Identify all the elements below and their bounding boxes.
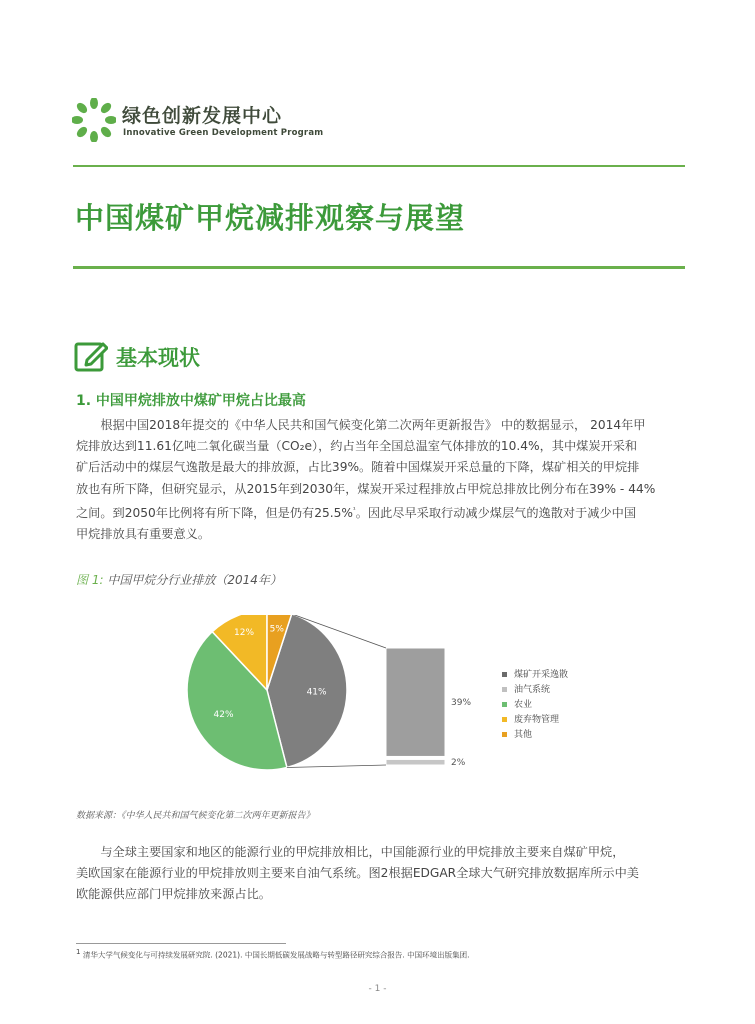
footnote-rule [76, 943, 286, 944]
breakdown-bar-label: 39% [451, 698, 472, 709]
pie-slice-label: 42% [213, 709, 234, 720]
org-name-cn: 绿色创新发展中心 [122, 105, 283, 127]
legend-swatch [502, 717, 507, 722]
paragraph-line: 与全球主要国家和地区的能源行业的甲烷排放相比，中国能源行业的甲烷排放主要来自煤矿甲烷， [100, 845, 625, 859]
footnote-marker: 1 [76, 948, 81, 956]
paragraph-2 [76, 842, 688, 906]
legend-label: 其他 [514, 730, 533, 740]
legend-swatch [502, 672, 507, 677]
breakdown-bar-segment-1 [386, 759, 445, 765]
legend-label: 煤矿开采逸散 [514, 670, 569, 680]
legend-label: 废弃物管理 [514, 715, 560, 725]
pie-slice-label: 12% [234, 627, 255, 638]
data-source: 数据来源：《中华人民共和国气候变化第二次两年更新报告》 [76, 811, 315, 821]
pie-slice-label: 5% [269, 624, 284, 635]
subsection-title: 1. 中国甲烷排放中煤矿甲烷占比最高 [76, 393, 306, 409]
paragraph-line: 矿后活动中的煤层气逸散是最大的排放源，占比39%。随着中国煤炭开采总量的下降，煤矿相关的甲烷排 [76, 460, 640, 475]
paragraph-line: 之间。到2050年比例将有所下降，但是仍有25.5%$^{^1}$。因此尽早采取行动减少煤层气的逸散对于减少中国 [76, 505, 637, 520]
legend-label: 农业 [514, 700, 533, 710]
methane-pie-chart [160, 615, 620, 800]
legend-swatch [502, 732, 507, 737]
figure-caption [76, 571, 282, 588]
page-number: - 1 - [368, 984, 387, 994]
org-name-en: Innovative Green Development Program [123, 128, 324, 138]
breakdown-bar-label: 2% [451, 758, 466, 769]
paragraph-line: 放也有所下降，但研究显示，从2015年到2030年，煤炭开采过程排放占甲烷总排放比例分布在39% - 44% [76, 481, 656, 496]
edit-note-icon [74, 339, 108, 373]
leaf-logo-icon [72, 98, 116, 142]
paragraph-line: 烷排放达到11.61亿吨二氧化碳当量（CO₂e），约占当年全国总温室气体排放的10.4%，其中煤炭开采和 [76, 439, 638, 454]
section-title: 基本现状 [116, 346, 200, 370]
pie-slice-label: 41% [306, 687, 327, 698]
document-title: 中国煤矿甲烷减排观察与展望 [75, 201, 466, 235]
paragraph-line: 欧能源供应部门甲烷排放来源占比。 [76, 887, 271, 902]
legend-swatch [502, 702, 507, 707]
figure-title: 中国甲烷分行业排放（2014年） [107, 573, 282, 587]
paragraph-1 [76, 415, 688, 545]
paragraph-line: 美欧国家在能源行业的甲烷排放则主要来自油气系统。图2根据EDGAR全球大气研究排放数据库所示中美 [76, 866, 639, 881]
paragraph-line: 甲烷排放具有重要意义。 [76, 527, 211, 542]
connector-line-bottom [287, 765, 386, 767]
paragraph-line: 根据中国2018年提交的《中华人民共和国气候变化第二次两年更新报告》 中的数据显示， 2014年甲 [100, 418, 646, 432]
breakdown-bar-segment-0 [386, 648, 445, 756]
figure-number: 图 1: [76, 573, 104, 587]
footnote: $^1$ 清华大学气候变化与可持续发展研究院. (2021). 中国长期低碳发展战略与转型路径研究综合报告. 中国环境出版集团. [76, 948, 470, 960]
title-top-rule [73, 165, 685, 167]
title-bottom-rule [73, 266, 685, 269]
footnote-ref[interactable]: ¹ [352, 505, 356, 514]
legend-label: 油气系统 [514, 685, 551, 695]
legend-swatch [502, 687, 507, 692]
